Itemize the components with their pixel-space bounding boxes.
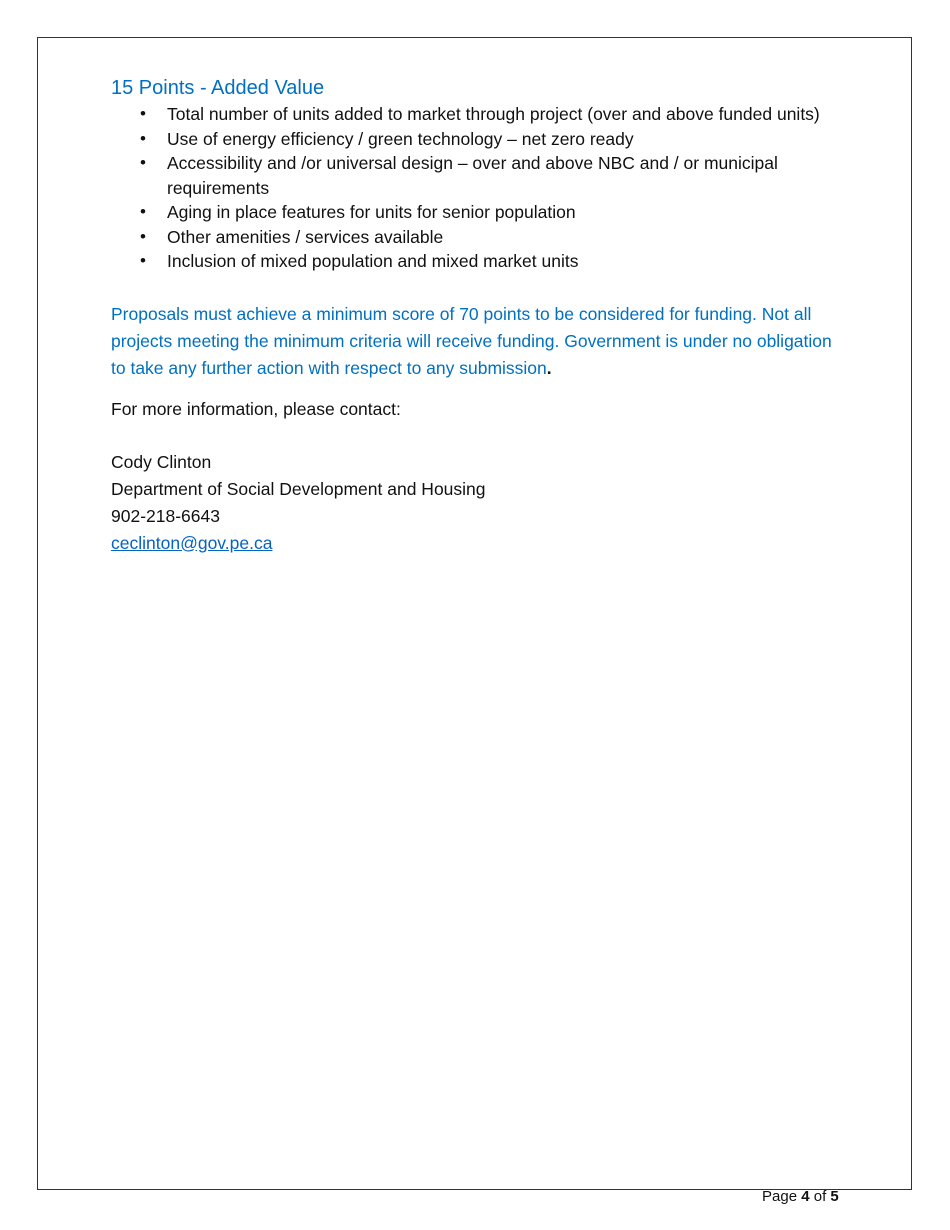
footer-current-page: 4 bbox=[801, 1188, 810, 1205]
footer-page-word: Page bbox=[762, 1188, 798, 1205]
list-item-text: Use of energy efficiency / green technology – net zero ready bbox=[167, 128, 634, 149]
contact-intro: For more information, please contact: bbox=[111, 398, 401, 419]
contact-block bbox=[111, 449, 851, 557]
contact-phone: 902-218-6643 bbox=[111, 505, 220, 526]
bullet-icon: • bbox=[140, 202, 146, 221]
funding-notice-period: . bbox=[546, 357, 552, 378]
list-item-text: Total number of units added to market through project (over and above funded units) bbox=[167, 104, 820, 124]
list-item-text: Other amenities / services available bbox=[167, 226, 444, 247]
list-item-text: Inclusion of mixed population and mixed market units bbox=[167, 251, 579, 271]
list-item bbox=[111, 127, 851, 152]
list-item-text: Accessibility and /or universal design – over and above NBC and / or municipal requirements bbox=[167, 153, 778, 198]
bullet-icon: • bbox=[140, 104, 146, 123]
list-item bbox=[111, 249, 851, 274]
footer-total-pages: 5 bbox=[830, 1188, 839, 1205]
list-item bbox=[111, 151, 851, 200]
contact-email-link[interactable]: ceclinton@gov.pe.ca bbox=[111, 532, 273, 553]
contact-name: Cody Clinton bbox=[111, 451, 212, 472]
document-body bbox=[111, 74, 851, 557]
criteria-list bbox=[111, 102, 851, 274]
list-item bbox=[111, 102, 851, 127]
list-item bbox=[111, 225, 851, 250]
page-number-footer bbox=[762, 1187, 839, 1207]
list-item-text: Aging in place features for units for senior population bbox=[167, 202, 576, 222]
list-item bbox=[111, 200, 851, 225]
section-heading: 15 Points - Added Value bbox=[111, 77, 325, 99]
footer-of-word: of bbox=[813, 1188, 827, 1205]
bullet-icon: • bbox=[140, 251, 146, 270]
bullet-icon: • bbox=[140, 128, 146, 148]
bullet-icon: • bbox=[140, 226, 146, 246]
funding-notice-text: Proposals must achieve a minimum score of 70 points to be considered for funding. Not all projects meeting the minimum criteria will receive funding. Government is under no obligation to take any further action with respect to any submission bbox=[111, 303, 832, 378]
bullet-icon: • bbox=[140, 153, 146, 172]
funding-notice bbox=[111, 301, 851, 382]
contact-department: Department of Social Development and Housing bbox=[111, 478, 486, 499]
